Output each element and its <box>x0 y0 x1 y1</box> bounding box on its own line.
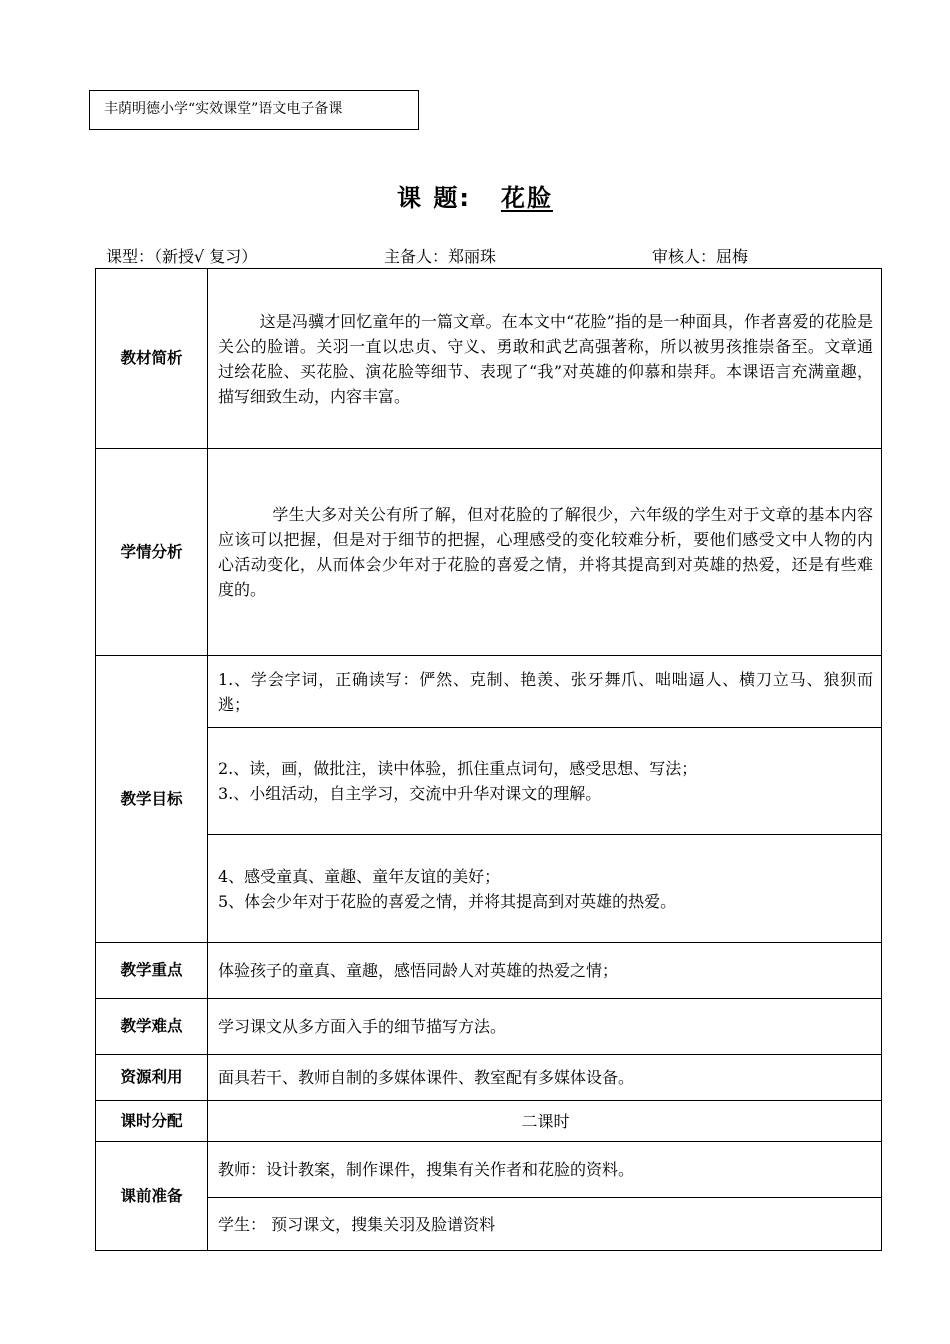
textbook-analysis-cell <box>208 269 882 449</box>
table-row <box>96 835 882 943</box>
goals-4-5-cell <box>208 835 882 943</box>
resources-label: 资源利用 <box>96 1055 208 1101</box>
lesson-plan-table <box>95 268 882 1251</box>
key-points-text: 体验孩子的童真、童趣，感悟同龄人对英雄的热爱之情； <box>208 943 882 999</box>
goal-1-cell <box>208 656 882 728</box>
lesson-title <box>0 178 950 213</box>
teaching-goals-label: 教学目标 <box>96 656 208 943</box>
table-row <box>96 999 882 1055</box>
goal-3-text: 3.、小组活动，自主学习，交流中升华对课文的理解。 <box>218 784 602 803</box>
period-allocation-text: 二课时 <box>208 1101 882 1142</box>
difficulties-text: 学习课文从多方面入手的细节描写方法。 <box>208 999 882 1055</box>
table-row <box>96 943 882 999</box>
table-row <box>96 1142 882 1198</box>
key-points-label: 教学重点 <box>96 943 208 999</box>
period-allocation-label: 课时分配 <box>96 1101 208 1142</box>
lead-preparer: 主备人：郑丽珠 <box>384 247 497 266</box>
school-banner: 丰荫明德小学“实效课堂”语文电子备课 <box>89 90 419 130</box>
table-row <box>96 1055 882 1101</box>
student-preparation-text: 学生： 预习课文，搜集关羽及脸谱资料 <box>208 1198 882 1251</box>
preparation-label: 课前准备 <box>96 1142 208 1251</box>
teacher-preparation-text: 教师：设计教案，制作课件，搜集有关作者和花脸的资料。 <box>208 1142 882 1198</box>
goal-4-text: 4、感受童真、童趣、童年友谊的美好； <box>218 866 501 886</box>
goals-2-3-cell <box>208 728 882 835</box>
table-row <box>96 728 882 835</box>
table-row <box>96 449 882 656</box>
difficulties-label: 教学难点 <box>96 999 208 1055</box>
goal-5-text: 5、体会少年对于花脸的喜爱之情，并将其提高到对英雄的热爱。 <box>218 891 677 911</box>
resources-text: 面具若干、教师自制的多媒体课件、教室配有多媒体设备。 <box>208 1055 882 1101</box>
goal-1-text: 1.、学会字词，正确读写：俨然、克制、艳羡、张牙舞爪、咄咄逼人、横刀立马、狼狈而逃； <box>218 669 873 714</box>
student-analysis-text: 学生大多对关公有所了解，但对花脸的了解很少，六年级的学生对于文章的基本内容应该可以把握，但是对于细节的把握，心理感受的变化较难分析，要他们感受文中人物的内心活动变化，从而体会少年对于花脸的喜爱之情，并将其提高到对英雄的热爱，还是有些难度的。 <box>218 505 873 599</box>
lesson-type: 课型：（新授√ 复习） <box>106 247 258 266</box>
student-analysis-cell <box>208 449 882 656</box>
lesson-title-value: 花脸 <box>500 184 553 212</box>
student-analysis-label: 学情分析 <box>96 449 208 656</box>
table-row <box>96 656 882 728</box>
lesson-title-label: 课 题: <box>397 184 471 212</box>
table-row <box>96 1101 882 1142</box>
goal-2-text: 2.、读，画，做批注，读中体验，抓住重点词句，感受思想、写法； <box>218 759 698 778</box>
textbook-analysis-label: 教材简析 <box>96 269 208 449</box>
textbook-analysis-text: 这是冯骥才回忆童年的一篇文章。在本文中“花脸”指的是一种面具，作者喜爱的花脸是关公的脸谱。关羽一直以忠贞、守义、勇敢和武艺高强著称，所以被男孩推崇备至。文章通过绘花脸、买花脸、演花脸等细节、表现了“我”对英雄的仰慕和崇拜。本课语言充满童趣，描写细致生动，内容丰富。 <box>218 311 873 406</box>
table-row <box>96 269 882 449</box>
table-row <box>96 1198 882 1251</box>
reviewer: 审核人：屈梅 <box>652 247 749 266</box>
